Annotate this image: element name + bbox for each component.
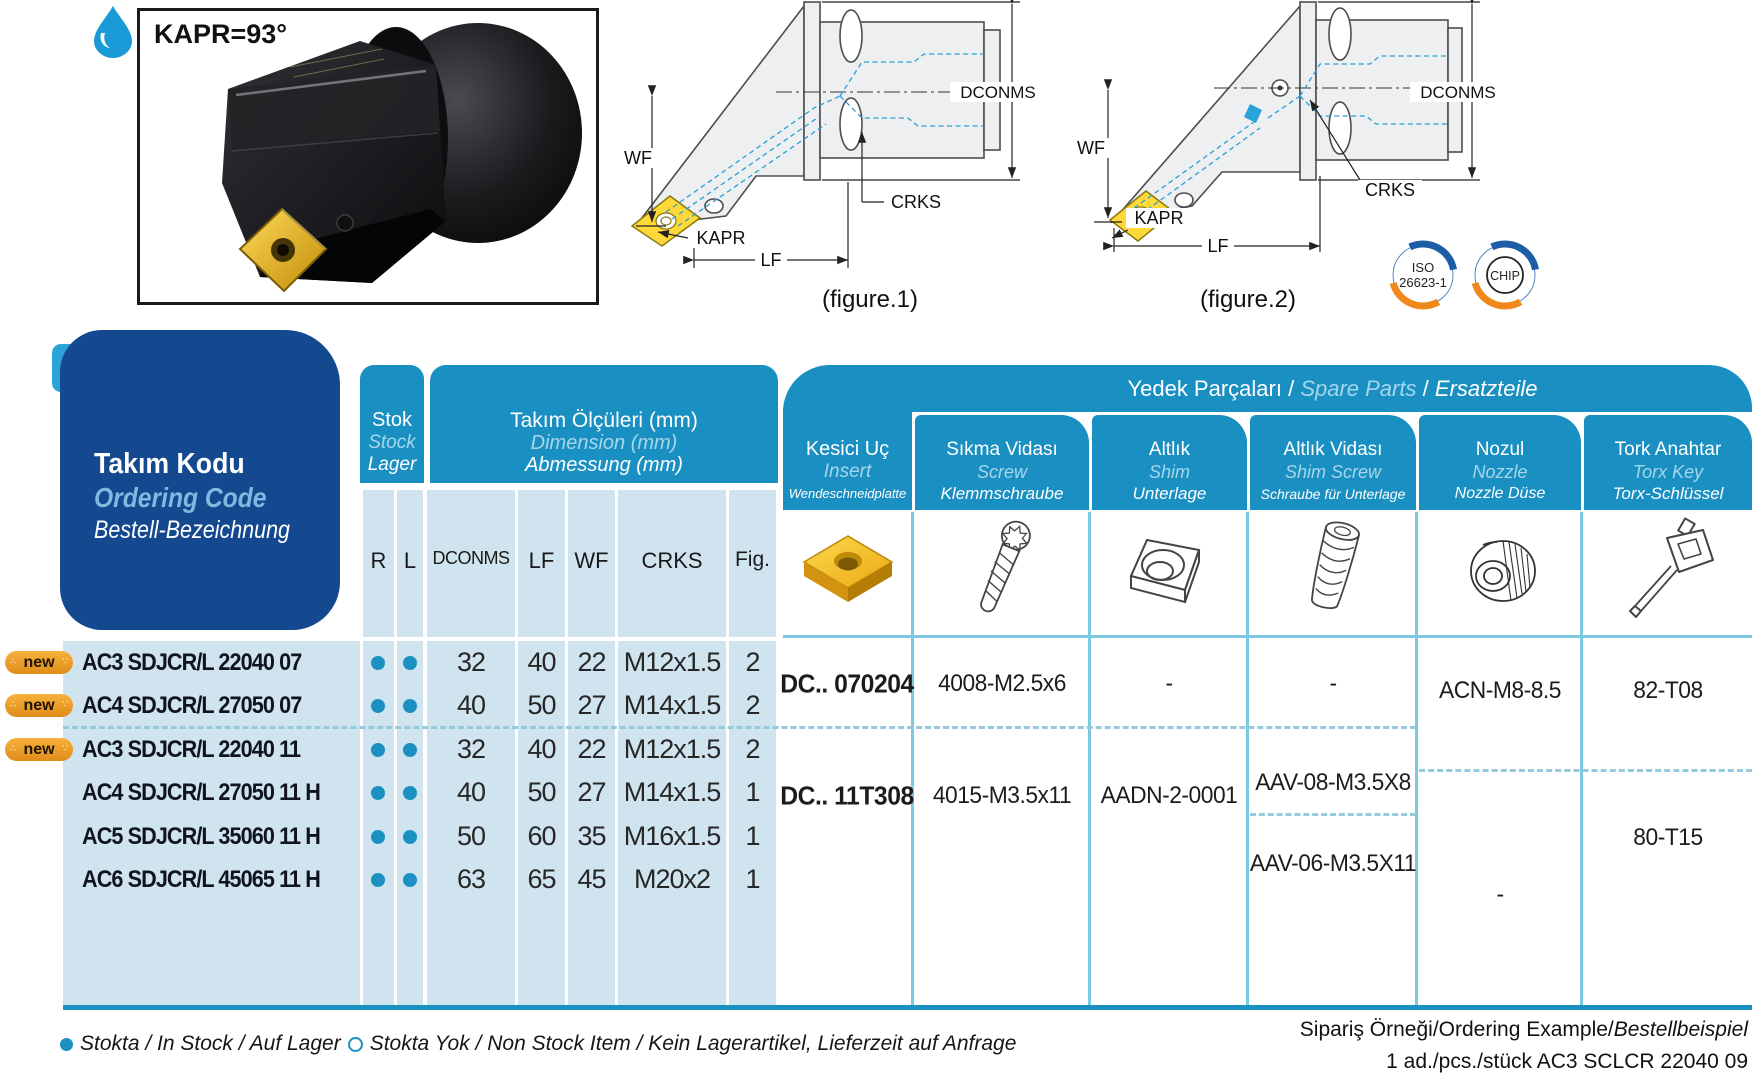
torx-value-group2: 80-T15: [1633, 824, 1703, 851]
chip-badge-text: CHIP: [1490, 269, 1520, 283]
shim-screw-icon: [1299, 514, 1367, 626]
fig-value: 2: [745, 734, 760, 764]
fig2-wf-label: WF: [1077, 138, 1105, 158]
nozzle-value-group2: -: [1496, 881, 1504, 908]
insert-header-de: Wendeschneidplatte: [788, 486, 907, 501]
col-header-dconms: DCONMS: [427, 490, 515, 637]
new-badge-label: new: [23, 654, 55, 671]
ordering-code-header: [60, 330, 340, 630]
table-row: [0, 728, 1752, 771]
screw-icon: [967, 515, 1037, 625]
shim-screw-value-group2: AAV-08-M3.5X8: [1255, 769, 1411, 796]
torx-key-icon: [1621, 516, 1715, 624]
ordering-code: AC3 SDJCR/L 22040 11: [82, 736, 301, 763]
stock-header-tr: Stok: [371, 409, 413, 431]
shim-icon: [1119, 528, 1219, 620]
new-badge-label: new: [23, 697, 55, 714]
insert-value-group2: DC.. 11T308: [780, 780, 914, 811]
ordering-code: AC4 SDJCR/L 27050 11 H: [82, 779, 320, 806]
lf-value: 40: [527, 647, 556, 677]
col-header-r: R: [363, 490, 394, 637]
fig1-lf-label: LF: [760, 250, 782, 270]
coolant-drop-icon: [92, 4, 134, 58]
insert-value-group1: DC.. 070204: [780, 668, 914, 699]
spare-parts-sep1: /: [1281, 375, 1301, 401]
fig-value: 1: [745, 777, 760, 807]
kapr-angle-label: KAPR=93°: [154, 19, 288, 49]
shim-value-group2: AADN-2-0001: [1100, 782, 1238, 809]
screw-header-de: Klemmschraube: [940, 484, 1064, 503]
stock-dot-r: [371, 743, 385, 757]
dconms-value: 40: [456, 777, 486, 807]
shim-screw-column-header: [1250, 415, 1416, 510]
stock-header-en: Stock: [368, 432, 416, 453]
wf-value: 27: [577, 777, 606, 807]
stock-dot-l: [403, 743, 417, 757]
ordering-code: AC3 SDJCR/L 22040 07: [82, 649, 302, 676]
nozzle-header-en: Nozzle: [1472, 462, 1528, 482]
chip-badge: [1470, 240, 1540, 310]
stock-dot-r: [371, 786, 385, 800]
dimensions-header-de: Abmessung (mm): [525, 454, 683, 476]
tool-photo: [140, 11, 596, 302]
spare-parts-header: [783, 365, 1752, 412]
shim-column-header: [1092, 415, 1247, 510]
torx-column-header: [1584, 415, 1752, 510]
nozzle-icon: [1453, 525, 1547, 617]
lf-value: 40: [527, 734, 556, 764]
new-badge-label: new: [23, 741, 55, 758]
fig-value: 1: [745, 821, 760, 851]
crks-value: M14x1.5: [623, 777, 721, 807]
non-stock-circle-icon: [348, 1037, 363, 1052]
new-badge: ∴ new ∵: [5, 694, 73, 717]
table-bottom-bar: [63, 1005, 1752, 1010]
dimensions-header-tr: Takım Ölçüleri (mm): [510, 409, 698, 432]
in-stock-dot-icon: [60, 1038, 73, 1051]
shim-screw-header-en: Shim Screw: [1284, 462, 1382, 482]
ordering-example-label-main: Sipariş Örneği/Ordering Example/: [1299, 1018, 1614, 1041]
col-header-wf: WF: [568, 490, 615, 637]
ordering-code-header-tr: Takım Kodu: [94, 448, 245, 480]
torx-value-group1: 82-T08: [1633, 677, 1703, 704]
wf-value: 22: [577, 734, 606, 764]
table-row: [0, 815, 1752, 858]
fig2-kapr-label: KAPR: [1134, 208, 1184, 228]
pictures-row-divider: [783, 635, 1752, 638]
dconms-value: 50: [456, 821, 486, 851]
dconms-value: 63: [456, 864, 486, 894]
screw-value-group1: 4008-M2.5x6: [938, 670, 1066, 697]
product-photo-box: [137, 8, 599, 305]
stock-dot-r: [371, 830, 385, 844]
ordering-example-label-de: Bestellbeispiel: [1613, 1018, 1748, 1041]
ordering-example-value: 1 ad./pcs./stück AC3 SCLCR 22040 09: [1386, 1050, 1748, 1073]
ordering-code-header-de: Bestell-Bezeichnung: [94, 516, 291, 544]
shim-header-en: Shim: [1148, 462, 1190, 482]
spare-parts-sep2: /: [1416, 375, 1435, 401]
figure-1-caption: (figure.1): [821, 286, 919, 313]
figure-1-drawing: [608, 0, 1048, 285]
shim-header-de: Unterlage: [1132, 484, 1207, 503]
screw-column-header: [915, 415, 1089, 510]
wf-value: 22: [577, 647, 606, 677]
iso-badge-line1: ISO: [1411, 260, 1435, 275]
fig2-crks-label: CRKS: [1364, 180, 1416, 200]
insert-icon: [798, 532, 898, 612]
dimensions-header: [430, 365, 778, 483]
col-header-fig: Fig.: [729, 490, 776, 637]
shim-screw-header-tr: Altlık Vidası: [1283, 439, 1383, 460]
shim-screw-value-group3: AAV-06-M3.5X11: [1249, 850, 1417, 877]
screw-value-group2: 4015-M3.5x11: [932, 782, 1072, 809]
fig1-dconms-label: DCONMS: [960, 83, 1036, 102]
ordering-code-header-en: Ordering Code: [94, 482, 267, 513]
dconms-value: 32: [456, 647, 486, 677]
dconms-value: 32: [456, 734, 486, 764]
shim-screw-value-group1: -: [1329, 670, 1337, 697]
spare-parts-header-de: Ersatzteile: [1434, 375, 1538, 401]
fig-value: 1: [745, 864, 760, 894]
ordering-code: AC4 SDJCR/L 27050 07: [82, 692, 302, 719]
spare-parts-header-en: Spare Parts: [1300, 375, 1417, 401]
col-header-lf: LF: [518, 490, 565, 637]
shim-screw-header-de: Schraube für Unterlage: [1260, 486, 1406, 502]
lf-value: 50: [527, 777, 556, 807]
fig-value: 2: [745, 647, 760, 677]
fig1-wf-label: WF: [624, 148, 652, 168]
new-badge: ∴ new ∵: [5, 738, 73, 761]
stock-dot-l: [403, 873, 417, 887]
stock-dot-l: [403, 699, 417, 713]
nozzle-header-tr: Nozul: [1475, 439, 1525, 460]
stock-dot-r: [371, 873, 385, 887]
crks-value: M16x1.5: [623, 821, 721, 851]
wf-value: 45: [577, 864, 606, 894]
col-header-crks: CRKS: [618, 490, 726, 637]
torx-header-en: Torx Key: [1632, 462, 1704, 482]
crks-value: M20x2: [633, 864, 711, 894]
torx-header-de: Torx-Schlüssel: [1612, 484, 1724, 503]
in-stock-legend-text: Stokta / In Stock / Auf Lager: [80, 1032, 341, 1055]
crks-value: M12x1.5: [623, 647, 721, 677]
lf-value: 60: [527, 821, 556, 851]
stock-header-de: Lager: [367, 454, 417, 475]
iso-26623-badge: [1388, 240, 1458, 310]
lf-value: 65: [527, 864, 556, 894]
stock-dot-l: [403, 656, 417, 670]
ordering-example-label: [1300, 1014, 1748, 1046]
stock-dot-l: [403, 786, 417, 800]
nozzle-column-header: [1419, 415, 1581, 510]
fig-value: 2: [745, 690, 760, 720]
fig2-lf-label: LF: [1207, 236, 1229, 256]
shim-value-group1: -: [1165, 670, 1173, 697]
insert-header-en: Insert: [823, 461, 872, 482]
dconms-value: 40: [456, 690, 486, 720]
nozzle-header-de: Nozzle Düse: [1454, 485, 1546, 502]
stock-header: [360, 365, 424, 483]
figure-2-caption: (figure.2): [1199, 286, 1297, 313]
crks-value: M12x1.5: [623, 734, 721, 764]
torx-header-tr: Tork Anahtar: [1614, 439, 1722, 460]
table-row: [0, 858, 1752, 901]
wf-value: 35: [577, 821, 606, 851]
iso-badge-line2: 26623-1: [1399, 275, 1447, 290]
fig1-kapr-label: KAPR: [696, 228, 746, 248]
screw-header-tr: Sıkma Vidası: [946, 439, 1058, 460]
shim-header-tr: Altlık: [1148, 439, 1191, 460]
stock-dot-r: [371, 699, 385, 713]
lf-value: 50: [527, 690, 556, 720]
ordering-example: [1300, 1014, 1748, 1078]
insert-column-header: [783, 365, 912, 510]
stock-legend: [60, 1032, 1016, 1056]
screw-header-en: Screw: [976, 462, 1027, 482]
fig2-dconms-label: DCONMS: [1420, 83, 1496, 102]
wf-value: 27: [577, 690, 606, 720]
nozzle-value-group1: ACN-M8-8.5: [1439, 677, 1561, 704]
stock-dot-l: [403, 830, 417, 844]
non-stock-legend-text: Stokta Yok / Non Stock Item / Kein Lagerartikel, Lieferzeit auf Anfrage: [369, 1032, 1017, 1055]
ordering-code: AC5 SDJCR/L 35060 11 H: [82, 823, 320, 850]
crks-value: M14x1.5: [623, 690, 721, 720]
ordering-code: AC6 SDJCR/L 45065 11 H: [82, 866, 320, 893]
fig1-crks-label: CRKS: [890, 192, 942, 212]
spare-parts-header-tr: Yedek Parçaları: [1127, 375, 1282, 401]
stock-dot-r: [371, 656, 385, 670]
col-header-l: L: [397, 490, 423, 637]
insert-header-tr: Kesici Uç: [805, 438, 890, 460]
dimensions-header-en: Dimension (mm): [530, 432, 678, 454]
new-badge: ∴ new ∵: [5, 651, 73, 674]
